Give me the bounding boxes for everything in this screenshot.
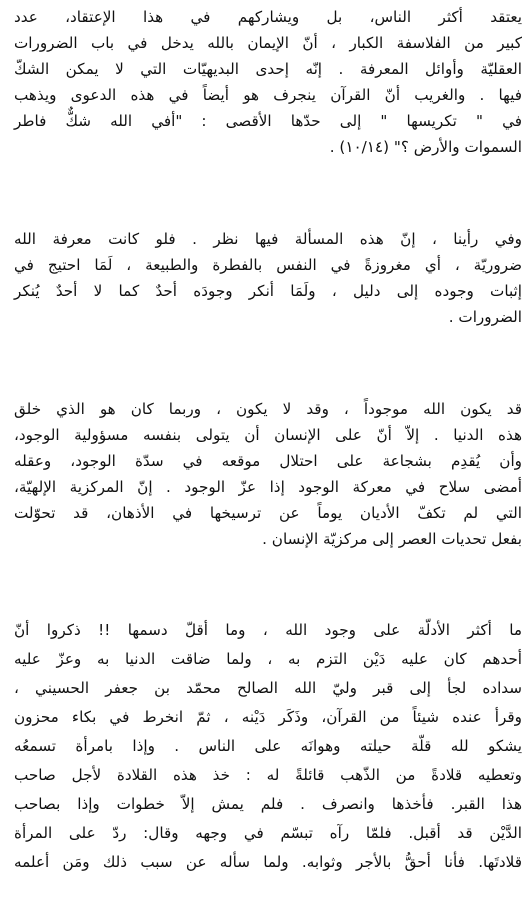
text-line: هذه الدنيا . إلاّ أنّ على الإنسان أن يتولى بنفسه مسؤولية الوجود، [14,426,522,444]
text-line: كبير من الفلاسفة الكبار ، أنّ الإيمان بالله يدخل في باب الضرورات [14,34,522,52]
text-line: التي لم تكفّ الأديان يوماً عن ترسيخها في الأذهان، قد تحوّلت [14,504,522,522]
text-line: ضروريّة ، أي مغروزةً في النفس بالفطرة والطبيعة ، لَمَا احتيج في [14,256,522,274]
text-line: يشكو لله قلّة حيلته وهوانَه على الناس . وإذا بامرأة تسمعُه [14,737,522,755]
text-line: بفعل تحديات العصر إلى مركزيّة الإنسان . [262,530,522,548]
text-line: في " تكريسها " إلى حدّها الأقصى : "أفي الله شكٌّ فاطر [14,112,522,130]
text-line: وأن يُقدِم بشجاعة على احتلال موقعه في سدّة الوجود، وعقله [14,452,522,470]
text-line: أمضى سلاح في معركة الوجود إذا عزّ الوجود . إنّ المركزية الإلهيّة، [14,478,522,496]
text-line: إثبات وجوده إلى دليل ، ولَمَا أنكر وجودَه أحدٌ كما لا أحدٌ يُنكر [14,282,522,300]
text-line: العقليّة وأوائل المعرفة . إنّه إحدى البديهيّات التي لا يمكن الشكّ [14,60,522,78]
text-line: هذا القبر. فأخذها وانصرف . فلم يمش إلاّ خطوات وإذا بصاحب [14,795,522,813]
text-line: وفي رأينا ، إنّ هذه المسألة فيها نظر . فلو كانت معرفة الله [14,230,522,248]
text-line: وتعطيه قلادةً من الذّهب قائلةً له : خذ هذه القلادة لأجل صاحب [14,766,522,784]
text-line: السموات والأرض ؟" (١٠/١٤) . [329,138,522,156]
text-line: أحدهم كان عليه دَيْن التزم به ، ولما ضاقت الدنيا به وعزّ عليه [14,650,522,668]
text-line: سداده لجأ إلى قبر وليّ الله الصالح محمّد بن جعفر الحسيني ، [14,679,522,697]
text-line: الضرورات . [448,308,522,326]
text-line: وقرأ عنده شيئاً من القرآن، وذَكَر دَيْنه ، ثمّ انخرط في بكاء محزون [14,708,522,726]
text-line: قلادتَها. فأنا أحقُّ بالأجر وثوابه. ولما سأله عن سبب ذلك ومَن أعلمه [14,853,522,871]
text-line: الدَّيْن قد أقبل. فلمّا رآه تبسّم في وجهه وقال: ردّ على المرأة [14,824,522,842]
text-line: فيها . والغريب أنّ القرآن ينجرف هو أيضاً في هذه الدعوى ويذهب [14,86,522,104]
text-line: قد يكون الله موجوداً ، وقد لا يكون ، وربما كان هو الذي خلق [14,400,522,418]
text-line: ما أكثر الأدلّة على وجود الله ، وما أقلّ دسمها !! ذكروا أنّ [14,621,522,639]
text-line: يعتقد أكثر الناس، بل ويشاركهم في هذا الإعتقاد، عدد [14,8,522,26]
